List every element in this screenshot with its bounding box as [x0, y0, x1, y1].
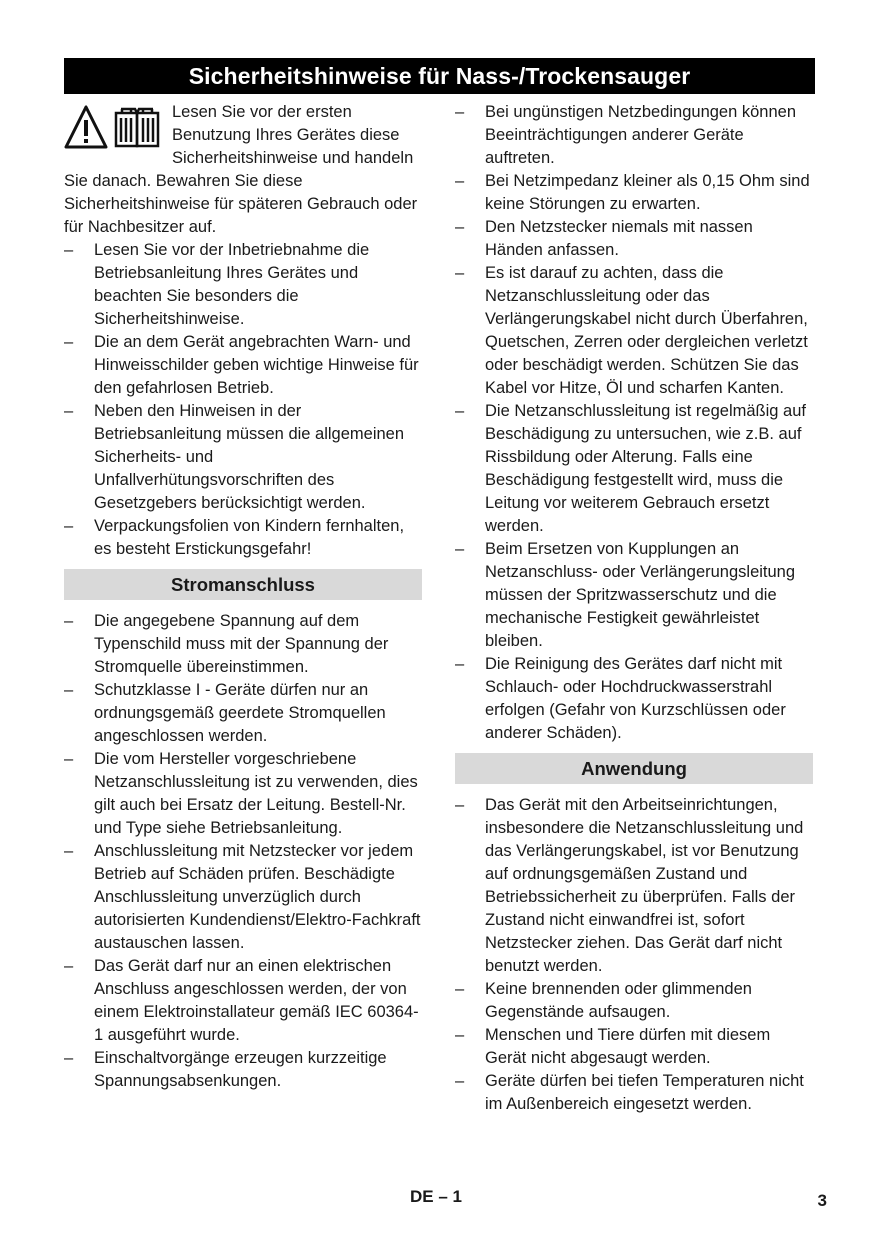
list-item: – Schutzklasse I - Geräte dürfen nur an ordnungsgemäß geerdete Stromquellen angeschlossen werden. [64, 681, 386, 745]
list-item: – Bei Netzimpedanz kleiner als 0,15 Ohm sind keine Störungen zu erwarten. [455, 172, 810, 213]
list-item: – Menschen und Tiere dürfen mit diesem Gerät nicht abgesaugt werden. [455, 1026, 771, 1067]
list-item: – Geräte dürfen bei tiefen Temperaturen nicht im Außenbereich eingesetzt werden. [455, 1072, 804, 1113]
list-item: – Die vom Hersteller vorgeschriebene Netzanschlussleitung ist zu verwenden, dies gilt auch bei Ersatz der Leitung. Bestell-Nr. und Type siehe Betriebsanleitung. [64, 750, 418, 837]
left-column [64, 101, 422, 1093]
list-item: – Den Netzstecker niemals mit nassen Händen anfassen. [455, 218, 753, 259]
strom-list-right [455, 101, 813, 745]
general-list [64, 239, 422, 561]
anwendung-list [455, 794, 813, 1116]
list-item: – Anschlussleitung mit Netzstecker vor jedem Betrieb auf Schäden prüfen. Beschädigte Anschlussleitung unverzüglich durch autorisierten Kundendienst/Elektro-Fachkraft austauschen lassen. [64, 842, 421, 952]
list-item: – Die Netzanschlussleitung ist regelmäßig auf Beschädigung zu untersuchen, wie z.B. auf Rissbildung oder Alterung. Falls eine Beschädigung festgestellt wird, muss die Leitung vor weiterem Gebrauch ersetzt werden. [455, 402, 806, 535]
footer-language-page: DE – 1 [410, 1187, 462, 1206]
warning-triangle-icon [66, 107, 106, 147]
warning-icons [64, 104, 164, 150]
list-item: – Neben den Hinweisen in der Betriebsanleitung müssen die allgemeinen Sicherheits- und Unfallverhütungsvorschriften des Gesetzgebers berücksichtigt werden. [64, 402, 405, 512]
list-item: – Lesen Sie vor der Inbetriebnahme die Betriebsanleitung Ihres Gerätes und beachten Sie besonders die Sicherheitshinweise. [64, 241, 370, 328]
page-number: 3 [817, 1191, 827, 1210]
list-item: – Die Reinigung des Gerätes darf nicht mit Schlauch- oder Hochdruckwasserstrahl erfolgen (Gefahr von Kurzschlüssen oder anderer Schäden). [455, 655, 786, 742]
manual-book-icon [116, 109, 158, 146]
list-item: – Einschaltvorgänge erzeugen kurzzeitige Spannungsabsenkungen. [64, 1049, 387, 1090]
list-item: – Es ist darauf zu achten, dass die Netzanschlussleitung oder das Verlängerungskabel nicht durch Überfahren, Quetschen, Zerren oder dergleichen verletzt oder beschädigt werden. Schützen Sie das Kabel vor Hitze, Öl und scharfen Kanten. [455, 264, 808, 397]
list-item: – Die angegebene Spannung auf dem Typenschild muss mit der Spannung der Stromquelle übereinstimmen. [64, 612, 389, 676]
page-title: Sicherheitshinweise für Nass-/Trockensauger [64, 58, 815, 94]
list-item: – Keine brennenden oder glimmenden Gegenstände aufsaugen. [455, 980, 752, 1021]
intro-text: Lesen Sie vor der ersten Benutzung Ihres Gerätes diese Sicherheitshinweise und handeln Sie danach. Bewahren Sie diese Sicherheitshinweise für späteren Gebrauch oder für Nachbesitzer auf. [64, 103, 418, 236]
intro-block [64, 101, 422, 239]
list-item: – Das Gerät darf nur an einen elektrischen Anschluss angeschlossen werden, der von einem Elektroinstallateur gemäß IEC 60364-1 ausgeführt wurde. [64, 957, 419, 1044]
list-item: – Das Gerät mit den Arbeitseinrichtungen, insbesondere die Netzanschlussleitung und das Verlängerungskabel, ist vor Benutzung auf ordnungsgemäßen Zustand und Betriebssicherheit zu überprüfen. Falls der Zustand nicht einwandfrei ist, sofort Netzstecker ziehen. Das Gerät darf nicht benutzt werden. [455, 796, 804, 975]
section-heading-anwendung: Anwendung [455, 753, 813, 784]
right-column [455, 101, 813, 1116]
section-heading-stromanschluss: Stromanschluss [64, 569, 422, 600]
list-item: – Beim Ersetzen von Kupplungen an Netzanschluss- oder Verlängerungsleitung müssen der Spritzwasserschutz und die mechanische Festigkeit gewährleistet bleiben. [455, 540, 796, 650]
list-item: – Bei ungünstigen Netzbedingungen können Beeinträchtigungen anderer Geräte auftreten. [455, 103, 797, 167]
list-item: – Die an dem Gerät angebrachten Warn- und Hinweisschilder geben wichtige Hinweise für den gefahrlosen Betrieb. [64, 333, 419, 397]
list-item: – Verpackungsfolien von Kindern fernhalten, es besteht Erstickungsgefahr! [64, 517, 405, 558]
strom-list-left [64, 610, 422, 1093]
